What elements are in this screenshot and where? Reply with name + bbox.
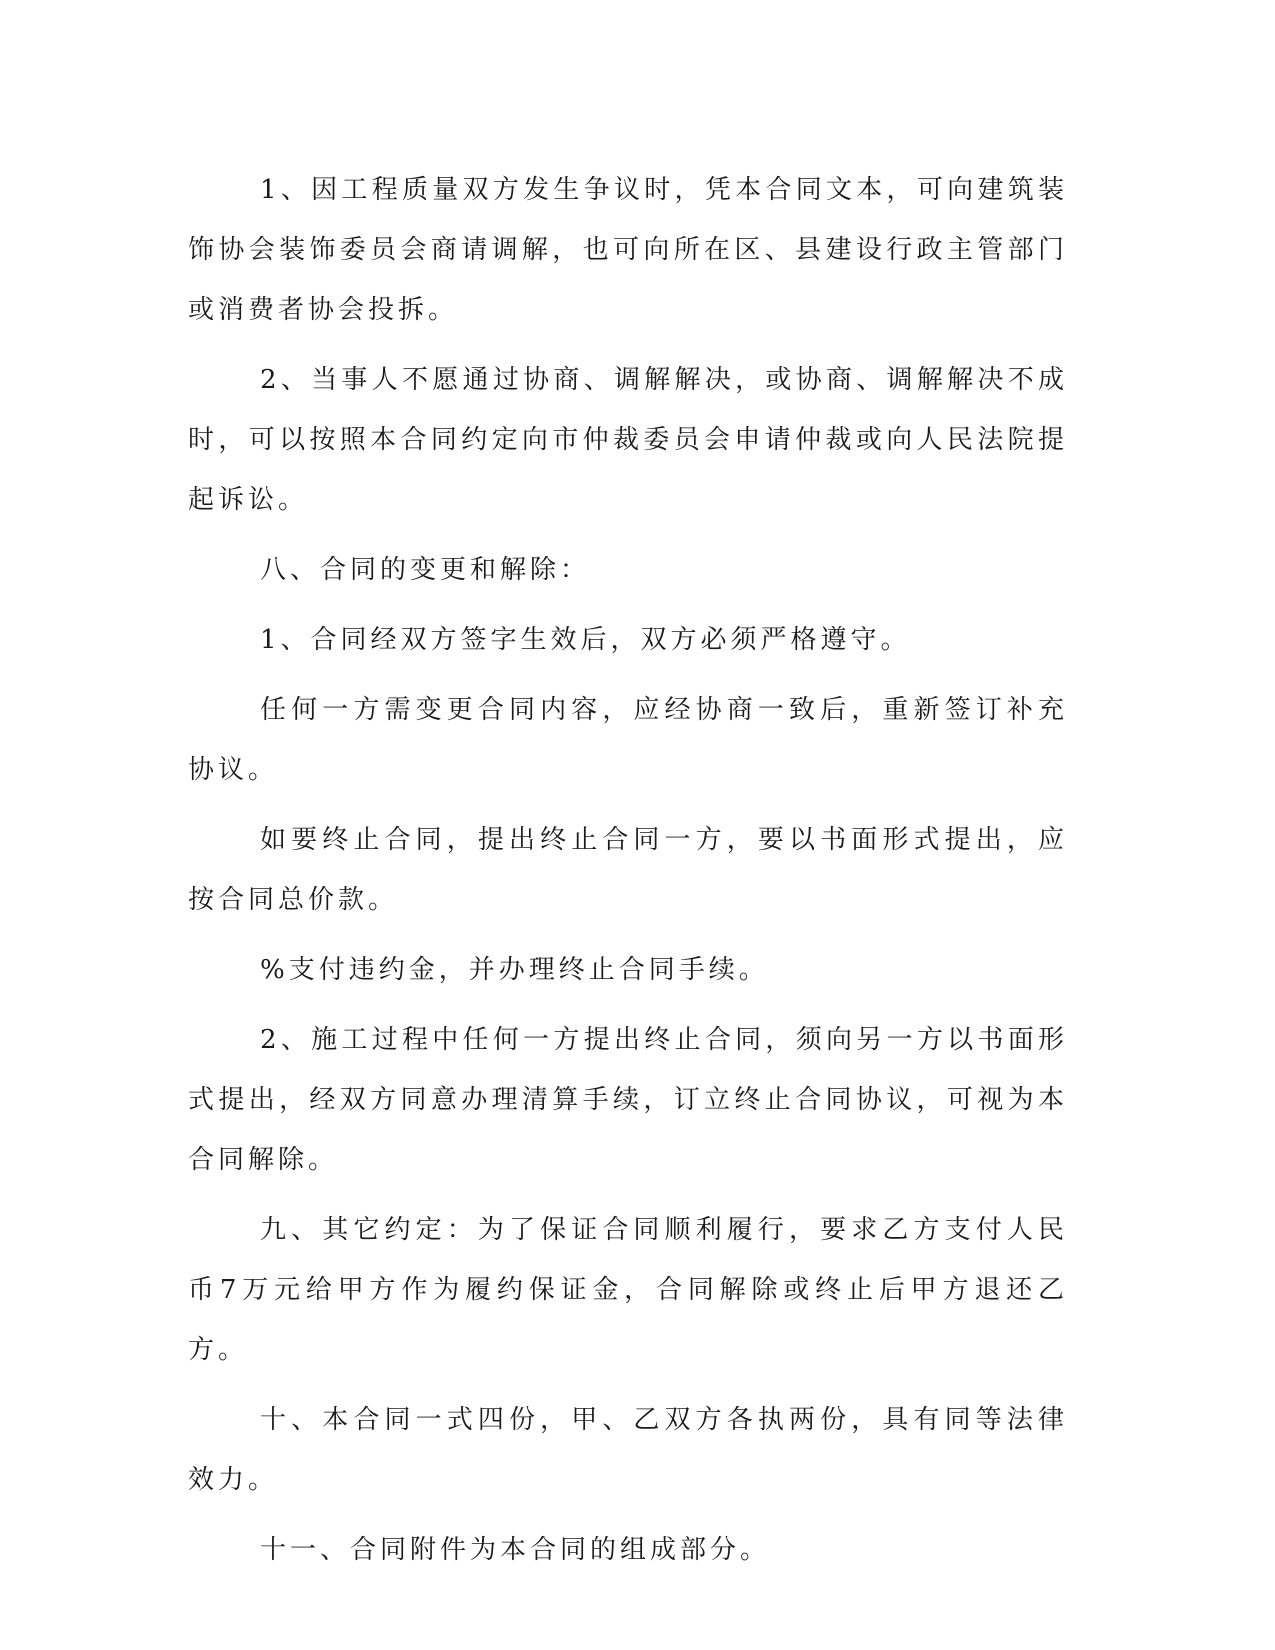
section-heading-contract-change: 八、合同的变更和解除： (260, 555, 591, 585)
paragraph-dispute-mediation: 1、因工程质量双方发生争议时，凭本合同文本，可向建筑装饰协会装饰委员会商请调解，也可向所在区、县建设行政主管部门或消费者协会投拆。 (188, 175, 1068, 325)
paragraph-contract-termination: 如要终止合同，提出终止合同一方，要以书面形式提出，应按合同总价款。 (188, 825, 1068, 915)
paragraph-penalty-payment: %支付违约金，并办理终止合同手续。 (260, 955, 769, 985)
section-contract-attachments: 十一、合同附件为本合同的组成部分。 (260, 1535, 771, 1565)
paragraph-contract-effect: 1、合同经双方签字生效后，双方必须严格遵守。 (260, 625, 911, 655)
paragraph-termination-during-construction: 2、施工过程中任何一方提出终止合同，须向另一方以书面形式提出，经双方同意办理清算手续，订立终止合同协议，可视为本合同解除。 (188, 1025, 1068, 1175)
section-contract-copies: 十、本合同一式四份，甲、乙双方各执两份，具有同等法律效力。 (188, 1405, 1068, 1495)
paragraph-arbitration-litigation: 2、当事人不愿通过协商、调解解决，或协商、调解解决不成时，可以按照本合同约定向市仲裁委员会申请仲裁或向人民法院提起诉讼。 (188, 365, 1068, 515)
document-body (188, 160, 1068, 1590)
paragraph-contract-modification: 任何一方需变更合同内容，应经协商一致后，重新签订补充协议。 (188, 695, 1068, 785)
section-other-agreements: 九、其它约定：为了保证合同顺利履行，要求乙方支付人民币7万元给甲方作为履约保证金，合同解除或终止后甲方退还乙方。 (188, 1215, 1068, 1365)
